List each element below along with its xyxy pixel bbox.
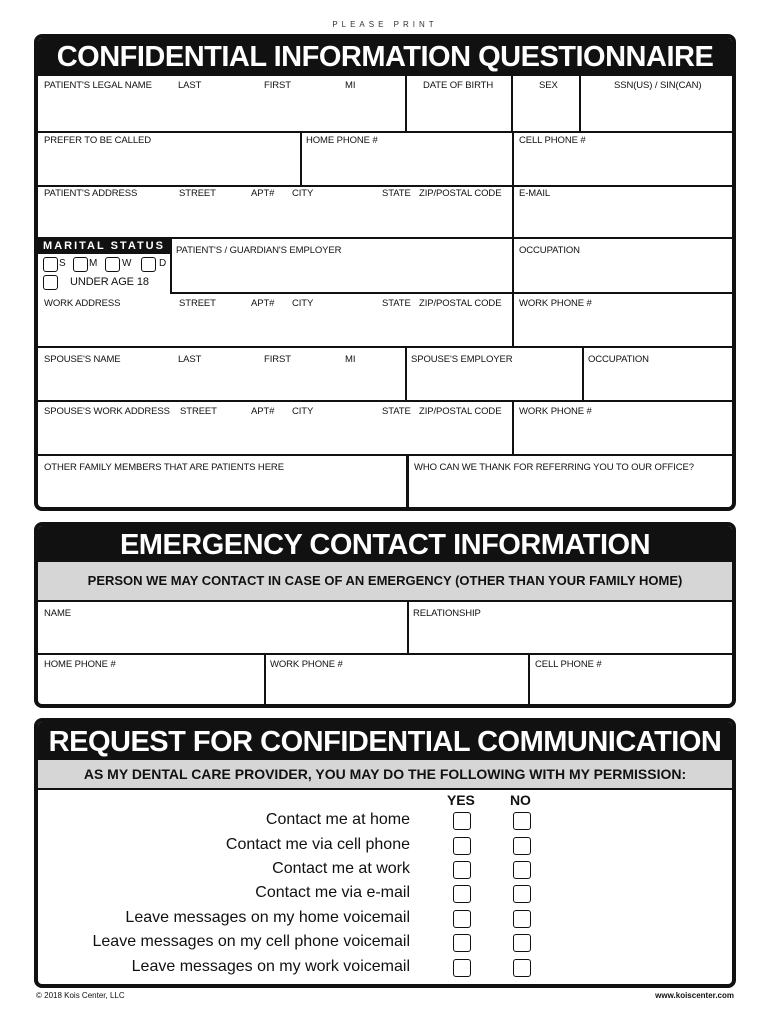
permission-item: Contact me at work: [272, 860, 410, 877]
no-column-header: NO: [510, 792, 531, 808]
spouse-work-zip-label: ZIP/POSTAL CODE: [419, 406, 502, 417]
home-yes-checkbox[interactable]: [453, 812, 471, 830]
sex-label: SEX: [539, 80, 558, 91]
email-yes-checkbox[interactable]: [453, 885, 471, 903]
permission-item: Leave messages on my work voicemail: [131, 958, 410, 975]
cell-yes-checkbox[interactable]: [453, 837, 471, 855]
emergency-contact-section: [34, 522, 736, 708]
apt-label: APT#: [251, 188, 275, 199]
emergency-cell-phone-label: CELL PHONE #: [535, 659, 602, 670]
employer-label: PATIENT'S / GUARDIAN'S EMPLOYER: [176, 245, 342, 256]
patient-legal-name-label: PATIENT'S LEGAL NAME: [44, 80, 152, 91]
home-voicemail-yes-checkbox[interactable]: [453, 910, 471, 928]
marital-divorced-checkbox[interactable]: [141, 257, 156, 272]
spouse-work-street-label: STREET: [180, 406, 217, 417]
marital-widowed-label: W: [122, 258, 132, 269]
email-no-checkbox[interactable]: [513, 885, 531, 903]
zip-label: ZIP/POSTAL CODE: [419, 188, 502, 199]
confidential-info-section: [34, 34, 736, 511]
work-voicemail-yes-checkbox[interactable]: [453, 959, 471, 977]
section-title: CONFIDENTIAL INFORMATION QUESTIONNAIRE: [38, 38, 732, 76]
referral-label: WHO CAN WE THANK FOR REFERRING YOU TO OUR OFFICE?: [414, 462, 694, 473]
marital-married-checkbox[interactable]: [73, 257, 88, 272]
permission-item: Leave messages on my cell phone voicemail: [92, 933, 410, 950]
street-label: STREET: [179, 188, 216, 199]
emergency-name-label: NAME: [44, 608, 72, 619]
emergency-work-phone-label: WORK PHONE #: [270, 659, 343, 670]
spouse-work-apt-label: APT#: [251, 406, 275, 417]
cell-voicemail-no-checkbox[interactable]: [513, 934, 531, 952]
spouse-work-state-label: STATE: [382, 406, 411, 417]
spouse-mi-label: MI: [345, 354, 356, 365]
last-name-label: LAST: [178, 80, 202, 91]
marital-widowed-checkbox[interactable]: [105, 257, 120, 272]
cell-no-checkbox[interactable]: [513, 837, 531, 855]
cell-phone-label: CELL PHONE #: [519, 135, 586, 146]
other-family-label: OTHER FAMILY MEMBERS THAT ARE PATIENTS HERE: [44, 462, 284, 473]
work-address-label: WORK ADDRESS: [44, 298, 121, 309]
spouse-last-label: LAST: [178, 354, 202, 365]
section-title: EMERGENCY CONTACT INFORMATION: [38, 526, 732, 562]
permission-item: Contact me via e-mail: [255, 884, 410, 901]
work-zip-label: ZIP/POSTAL CODE: [419, 298, 502, 309]
spouse-work-city-label: CITY: [292, 406, 314, 417]
spouse-occupation-label: OCCUPATION: [588, 354, 649, 365]
city-label: CITY: [292, 188, 314, 199]
dob-label: DATE OF BIRTH: [423, 80, 494, 91]
copyright-text: © 2018 Kois Center, LLC: [36, 991, 125, 1000]
mi-label: MI: [345, 80, 356, 91]
emergency-home-phone-label: HOME PHONE #: [44, 659, 116, 670]
please-print-note: PLEASE PRINT: [332, 20, 438, 29]
spouse-work-address-label: SPOUSE'S WORK ADDRESS: [44, 406, 170, 417]
home-voicemail-no-checkbox[interactable]: [513, 910, 531, 928]
work-voicemail-no-checkbox[interactable]: [513, 959, 531, 977]
marital-single-label: S: [59, 258, 66, 269]
ssn-label: SSN(US) / SIN(CAN): [614, 80, 702, 91]
section-subtitle: PERSON WE MAY CONTACT IN CASE OF AN EMERGENCY (OTHER THAN YOUR FAMILY HOME): [38, 562, 732, 602]
work-yes-checkbox[interactable]: [453, 861, 471, 879]
work-city-label: CITY: [292, 298, 314, 309]
emergency-relationship-label: RELATIONSHIP: [413, 608, 481, 619]
email-label: E-MAIL: [519, 188, 551, 199]
work-state-label: STATE: [382, 298, 411, 309]
work-apt-label: APT#: [251, 298, 275, 309]
marital-status-header: MARITAL STATUS: [38, 239, 170, 254]
work-phone-label: WORK PHONE #: [519, 298, 592, 309]
marital-single-checkbox[interactable]: [43, 257, 58, 272]
permission-item: Contact me via cell phone: [225, 836, 410, 853]
state-label: STATE: [382, 188, 411, 199]
section-subtitle: AS MY DENTAL CARE PROVIDER, YOU MAY DO THE FOLLOWING WITH MY PERMISSION:: [38, 760, 732, 790]
spouse-employer-label: SPOUSE'S EMPLOYER: [411, 354, 513, 365]
permission-item: Contact me at home: [265, 811, 410, 828]
work-no-checkbox[interactable]: [513, 861, 531, 879]
work-street-label: STREET: [179, 298, 216, 309]
under-18-label: UNDER AGE 18: [70, 276, 149, 288]
spouse-name-label: SPOUSE'S NAME: [44, 354, 121, 365]
under-18-checkbox[interactable]: [43, 275, 58, 290]
website-link[interactable]: www.koiscenter.com: [655, 991, 734, 1000]
occupation-label: OCCUPATION: [519, 245, 580, 256]
marital-divorced-label: D: [159, 258, 167, 269]
permission-item: Leave messages on my home voicemail: [125, 909, 410, 926]
first-name-label: FIRST: [264, 80, 291, 91]
confidential-communication-section: [34, 718, 736, 988]
yes-column-header: YES: [447, 792, 475, 808]
marital-married-label: M: [89, 258, 98, 269]
spouse-work-phone-label: WORK PHONE #: [519, 406, 592, 417]
section-title: REQUEST FOR CONFIDENTIAL COMMUNICATION: [38, 722, 732, 760]
prefer-called-label: PREFER TO BE CALLED: [44, 135, 152, 146]
home-phone-label: HOME PHONE #: [306, 135, 378, 146]
cell-voicemail-yes-checkbox[interactable]: [453, 934, 471, 952]
patient-address-label: PATIENT'S ADDRESS: [44, 188, 138, 199]
home-no-checkbox[interactable]: [513, 812, 531, 830]
spouse-first-label: FIRST: [264, 354, 291, 365]
